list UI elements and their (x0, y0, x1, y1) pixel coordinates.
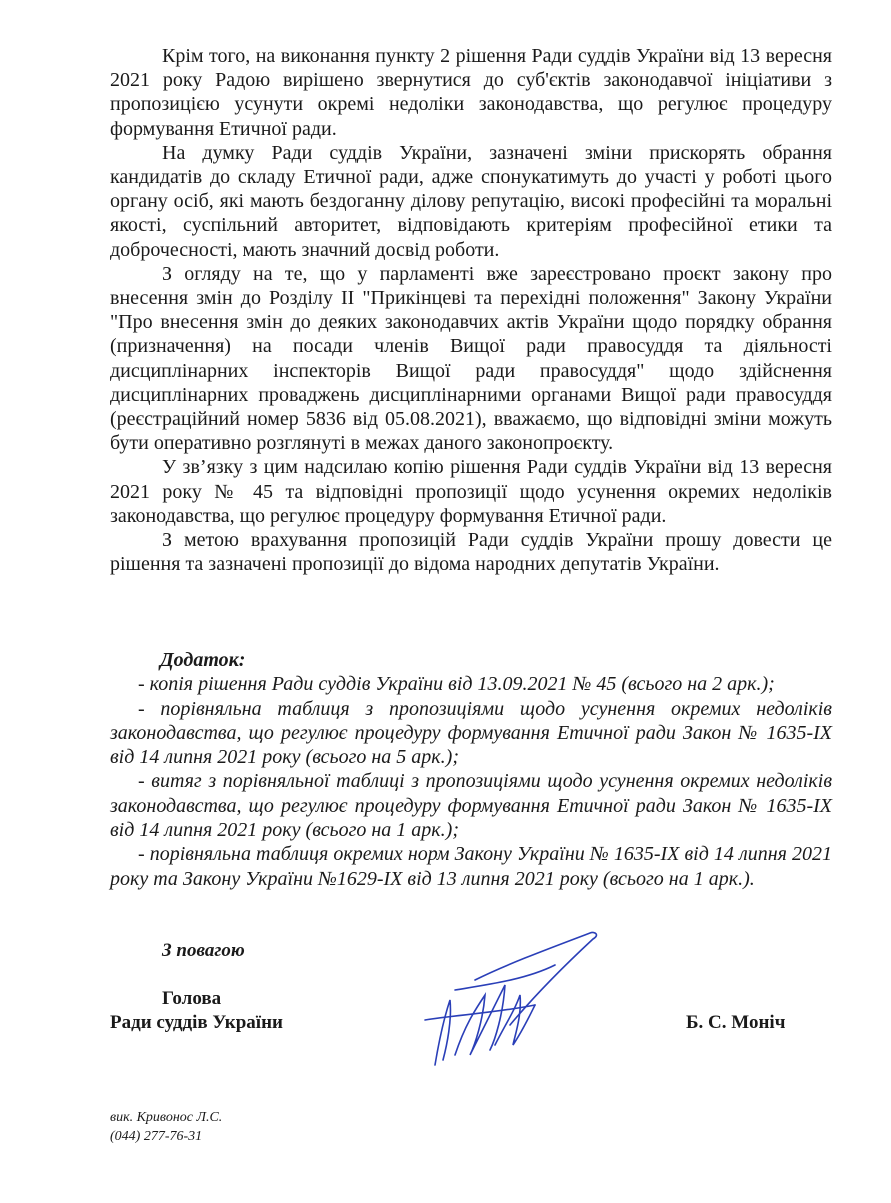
paragraph: Крім того, на виконання пункту 2 рішення Ради суддів України від 13 вересня 2021 року Радою вирішено звернутися до суб'єктів законодавчої ініціативи з пропозицією усунути окремі недоліки законодавства, що регулює процедуру формування Етичної ради. (110, 45, 832, 140)
regards: З повагою (162, 940, 245, 961)
executor-info (110, 1108, 222, 1146)
annex-item: - копія рішення Ради суддів України від 13.09.2021 № 45 (всього на 2 арк.); (138, 673, 775, 696)
signatory-name: Б. С. Моніч (686, 1012, 786, 1033)
annex-list (110, 648, 832, 891)
paragraph: З метою врахування пропозицій Ради суддів України прошу довести це рішення та зазначені пропозиції до відома народних депутатів України. (110, 529, 832, 576)
signatory-organization: Ради суддів України (110, 1012, 283, 1033)
executor-name: вик. Кривонос Л.С. (110, 1110, 223, 1125)
annex-item: - порівняльна таблиця окремих норм Закону України № 1635-IX від 14 липня 2021 року та Закону України №1629-IX від 13 липня 2021 року (всього на 1 арк.). (110, 843, 833, 890)
paragraph: З огляду на те, що у парламенті вже зареєстровано проєкт закону про внесення змін до Розділу II "Прикінцеві та перехідні положення" Закону України "Про внесення змін до деяких законодавчих актів України щодо порядку обрання (призначення) на посади членів Вищої ради правосуддя та діяльності дисциплінарних інспекторів Вищої ради правосуддя" щодо здійснення дисциплінарних проваджень дисциплінарними органами Вищої ради правосуддя (реєстраційний номер 5836 від 05.08.2021), вважаємо, що відповідні зміни можуть бути оперативно розглянуті в межах даного законопроєкту. (110, 262, 832, 455)
annex-item: - витяг з порівняльної таблиці з пропозиціями щодо усунення окремих недоліків законодавства, що регулює процедуру формування Етичної ради Закон № 1635-IX від 14 липня 2021 року (всього на 1 арк.); (110, 770, 832, 842)
paragraph: У зв’язку з цим надсилаю копію рішення Ради суддів України від 13 вересня 2021 року № 45 та відповідні пропозиції щодо усунення окремих недоліків законодавства, що регулює процедуру формування Етичної ради. (110, 456, 832, 527)
handwritten-signature (395, 925, 615, 1075)
signatory-position: Голова (162, 988, 222, 1009)
annex-item: - порівняльна таблиця з пропозиціями щодо усунення окремих недоліків законодавства, що регулює процедуру формування Етичної ради Закон № 1635-IX від 14 липня 2021 року (всього на 5 арк.); (110, 697, 832, 769)
executor-phone: (044) 277-76-31 (110, 1129, 203, 1144)
letter-body (110, 44, 832, 576)
annex-title: Додаток: (160, 649, 246, 671)
paragraph: На думку Ради суддів України, зазначені зміни прискорять обрання кандидатів до складу Етичної ради, адже спонукатимуть до участі у роботі цього органу осіб, які мають бездоганну ділову репутацію, високі професійні та моральні якості, суспільний авторитет, відповідають критеріям професійної етики та доброчесності, мають значний досвід роботи. (110, 141, 832, 261)
